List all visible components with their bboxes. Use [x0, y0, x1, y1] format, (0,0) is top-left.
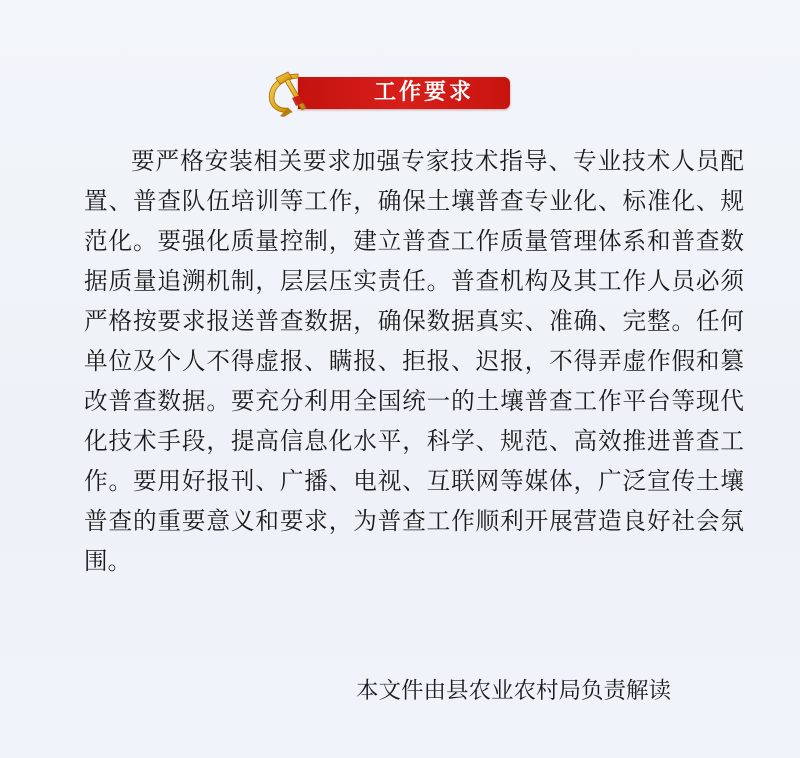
- section-title: 工作要求: [373, 80, 474, 105]
- section-header: [258, 68, 520, 118]
- body-paragraph: 要严格安装相关要求加强专家技术指导、专业技术人员配置、普查队伍培训等工作，确保土壤普查专业化、标准化、规范化。要强化质量控制，建立普查工作质量管理体系和普查数据质量追溯机制，层层压实责任。普查机构及其工作人员必须严格按要求报送普查数据，确保数据真实、准确、完整。任何单位及个人不得虚报、瞒报、拒报、迟报，不得弄虚作假和篡改普查数据。要充分利用全国统一的土壤普查工作平台等现代化技术手段，提高信息化水平，科学、规范、高效推进普查工作。要用好报刊、广播、电视、互联网等媒体，广泛宣传土壤普查的重要意义和要求，为普查工作顺利开展营造良好社会氛围。: [84, 147, 744, 575]
- title-banner: [298, 77, 510, 109]
- hammer-and-sickle-icon: [258, 68, 324, 118]
- footer-note: 本文件由县农业农村局负责解读: [356, 678, 672, 704]
